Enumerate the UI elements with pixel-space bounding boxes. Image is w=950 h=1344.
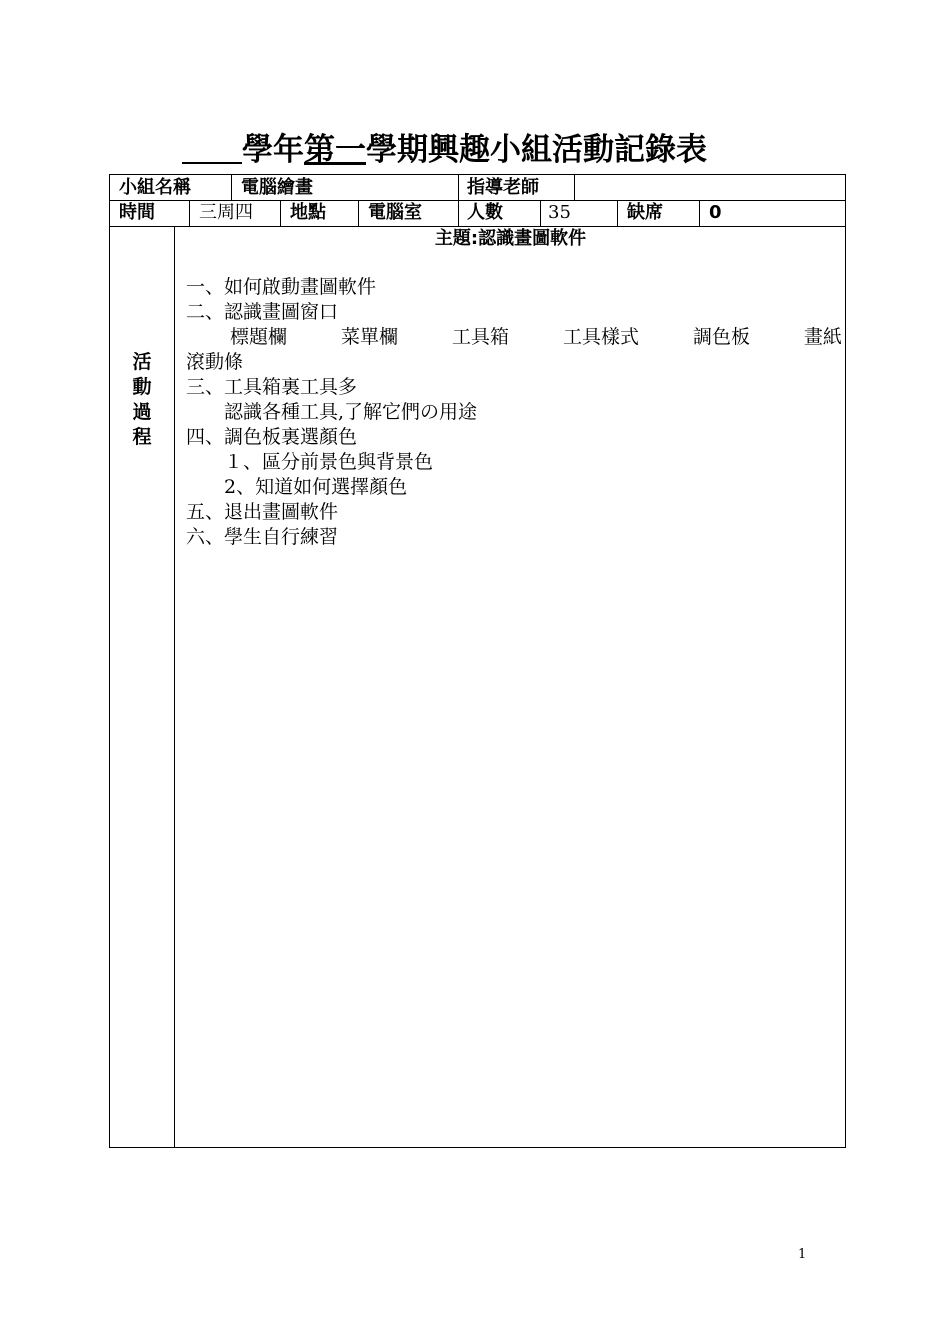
col-divider: [458, 200, 459, 226]
activity-content: [186, 275, 842, 550]
col-divider: [358, 200, 359, 226]
side-char: 動: [132, 376, 152, 398]
col-divider: [699, 200, 700, 226]
activity-col-divider: [174, 226, 175, 1148]
group-name-value: 電腦繪畫: [241, 177, 313, 198]
count-label: 人數: [467, 202, 503, 223]
count-value: 35: [548, 202, 571, 223]
content-line: 三、工具箱裏工具多: [186, 376, 358, 398]
col-divider: [280, 200, 281, 226]
content-line: 滾動條: [186, 351, 244, 373]
col-divider: [231, 175, 232, 200]
activity-topic: 主題:認識畫圖軟件: [434, 228, 587, 249]
content-line: 二、認識畫圖窗口: [186, 301, 339, 323]
place-label: 地點: [290, 202, 326, 223]
content-line: 認識各種工具,了解它們の用途: [186, 401, 478, 423]
window-part: 畫紙: [803, 326, 842, 348]
window-parts-list: [186, 325, 842, 350]
content-line: １、區分前景色與背景色: [186, 451, 434, 473]
absent-value: 0: [709, 202, 722, 223]
col-divider: [617, 200, 618, 226]
col-divider: [458, 175, 459, 200]
year-blank: [182, 130, 242, 164]
teacher-label: 指導老師: [467, 177, 539, 198]
window-part: 菜單欄: [340, 326, 398, 348]
activity-process-label: [110, 350, 174, 450]
content-line: 2、知道如何選擇顏色: [186, 476, 408, 498]
title-text-2: 學期興趣小組活動記錄表: [366, 132, 707, 168]
absent-label: 缺席: [627, 202, 663, 223]
page-title: [182, 128, 822, 172]
title-text-underlined: 第一: [304, 132, 366, 168]
col-divider: [574, 175, 575, 200]
window-part: 工具箱: [451, 326, 509, 348]
content-line: 五、退出畫圖軟件: [186, 501, 339, 523]
col-divider: [189, 200, 190, 226]
side-char: 活: [132, 351, 152, 373]
time-value: 三周四: [199, 202, 253, 223]
page-number: 1: [798, 1247, 807, 1262]
col-divider: [540, 200, 541, 226]
group-name-label: 小組名稱: [119, 177, 191, 198]
window-part: 工具樣式: [562, 326, 639, 348]
side-char: 過: [132, 401, 152, 423]
content-line: 六、學生自行練習: [186, 526, 339, 548]
record-table: [109, 174, 846, 1148]
content-line: 一、如何啟動畫圖軟件: [186, 276, 377, 298]
content-line: 四、調色板裏選顏色: [186, 426, 358, 448]
title-text-1: 學年: [242, 132, 304, 168]
window-part: 調色板: [692, 326, 750, 348]
window-part: 標題欄: [230, 326, 288, 348]
time-label: 時間: [119, 202, 155, 223]
place-value: 電腦室: [368, 202, 422, 223]
side-char: 程: [132, 426, 152, 448]
